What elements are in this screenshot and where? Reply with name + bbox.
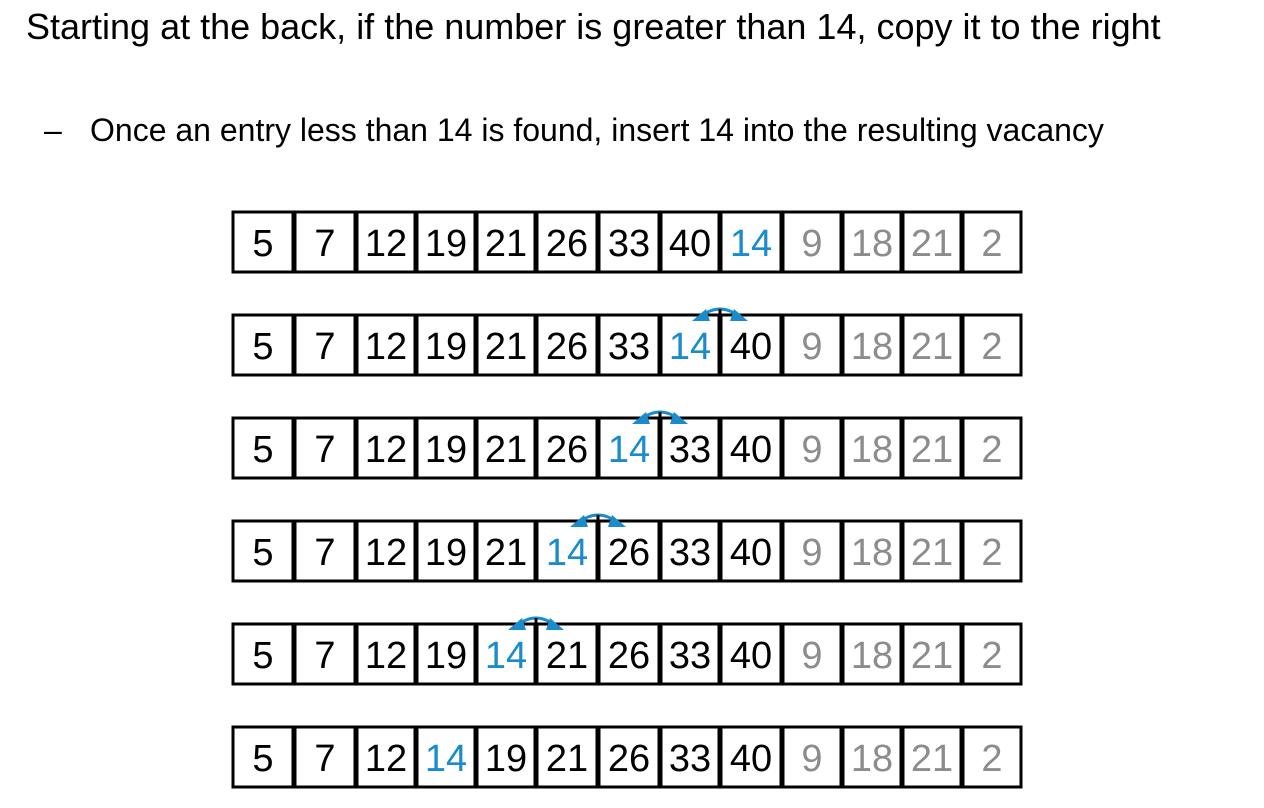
cell-value: 26 [607,532,651,574]
cell-value: 40 [729,738,773,780]
array-row-5 [233,618,1021,684]
cell-value: 26 [607,635,651,677]
inserted-value-14: 14 [729,223,773,265]
cell-value: 5 [252,738,274,780]
cell-value: 40 [729,429,773,471]
inserted-value-14: 14 [668,326,712,368]
cell-value: 21 [910,738,954,780]
cell-value: 5 [252,532,274,574]
cell-value: 33 [607,223,651,265]
cell-value: 12 [364,223,408,265]
cell-value: 19 [484,738,528,780]
cell-value: 5 [252,223,274,265]
cell-value: 33 [668,429,712,471]
main-bullet: Starting at the back, if the number is greater than 14, copy it to the right [26,6,1161,47]
array-row-3 [233,412,1021,478]
cell-value: 21 [484,326,528,368]
cell-value: 21 [910,326,954,368]
cell-value: 26 [545,429,589,471]
cell-value: 21 [910,635,954,677]
cell-value: 2 [981,223,1003,265]
cell-value: 5 [252,429,274,471]
cell-value: 2 [981,738,1003,780]
cell-value: 33 [668,738,712,780]
cell-value: 26 [607,738,651,780]
cell-value: 18 [850,532,894,574]
inserted-value-14: 14 [545,532,589,574]
array-row-6 [233,727,1021,787]
cell-value: 21 [910,223,954,265]
cell-value: 19 [424,326,468,368]
cell-value: 21 [910,429,954,471]
array-row-1 [233,212,1021,272]
cell-value: 12 [364,429,408,471]
cell-value: 40 [668,223,712,265]
cell-value: 18 [850,635,894,677]
cell-value: 5 [252,635,274,677]
cell-value: 12 [364,738,408,780]
inserted-value-14: 14 [424,738,468,780]
cell-value: 12 [364,326,408,368]
cell-value: 33 [668,635,712,677]
cell-value: 40 [729,326,773,368]
array-row-2 [233,309,1021,375]
cell-value: 18 [850,738,894,780]
cell-value: 19 [424,429,468,471]
cell-value: 19 [424,223,468,265]
cell-value: 7 [314,635,336,677]
cell-value: 9 [801,429,823,471]
cell-value: 7 [314,532,336,574]
cell-value: 7 [314,223,336,265]
cell-value: 7 [314,738,336,780]
cell-value: 9 [801,738,823,780]
cell-value: 21 [484,223,528,265]
sub-bullet-text: Once an entry less than 14 is found, insert 14 into the resulting vacancy [90,112,1104,148]
cell-value: 18 [850,326,894,368]
cell-value: 33 [607,326,651,368]
cell-value: 5 [252,326,274,368]
inserted-value-14: 14 [484,635,528,677]
cell-value: 21 [910,532,954,574]
sub-bullet-dash: – [44,112,62,148]
cell-value: 21 [545,635,589,677]
cell-value: 12 [364,635,408,677]
cell-value: 9 [801,635,823,677]
cell-value: 7 [314,326,336,368]
cell-value: 18 [850,429,894,471]
array-row-4 [233,515,1021,581]
cell-value: 2 [981,326,1003,368]
cell-value: 2 [981,429,1003,471]
cell-value: 26 [545,326,589,368]
cell-value: 21 [484,429,528,471]
cell-value: 7 [314,429,336,471]
cell-value: 40 [729,635,773,677]
cell-value: 9 [801,532,823,574]
cell-value: 18 [850,223,894,265]
cell-value: 2 [981,635,1003,677]
cell-value: 9 [801,223,823,265]
cell-value: 21 [484,532,528,574]
cell-value: 33 [668,532,712,574]
inserted-value-14: 14 [607,429,651,471]
cell-value: 26 [545,223,589,265]
cell-value: 9 [801,326,823,368]
cell-value: 12 [364,532,408,574]
cell-value: 19 [424,532,468,574]
cell-value: 2 [981,532,1003,574]
cell-value: 40 [729,532,773,574]
cell-value: 21 [545,738,589,780]
cell-value: 19 [424,635,468,677]
